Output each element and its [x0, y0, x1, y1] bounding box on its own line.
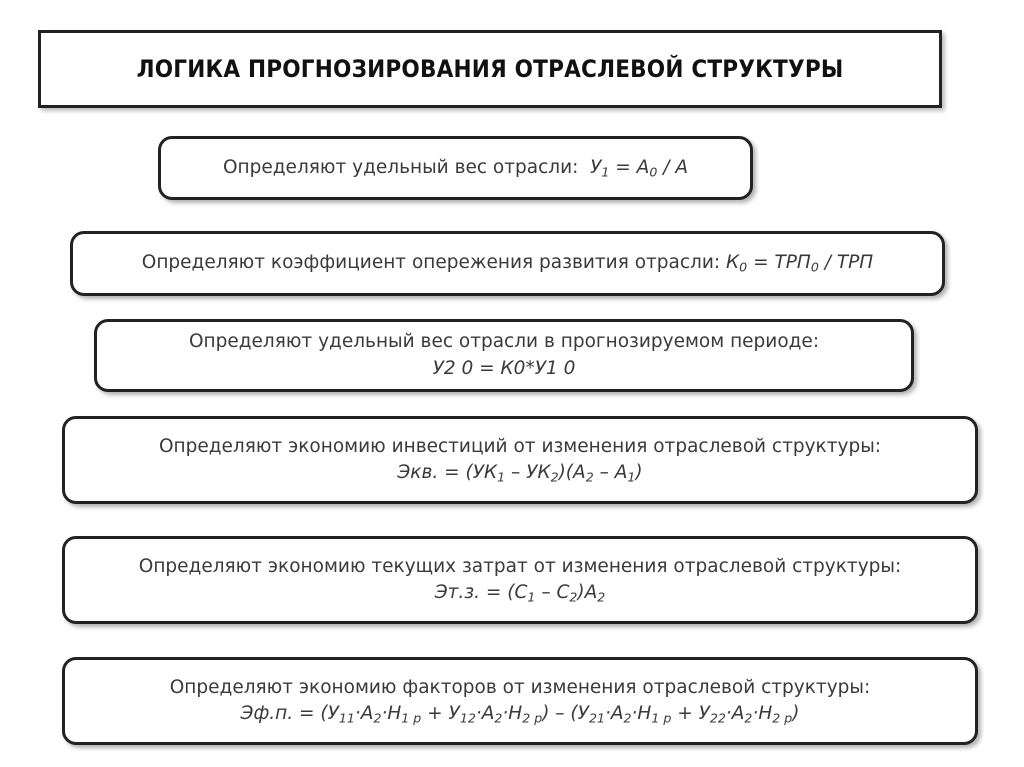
box-text: Определяют удельный вес отрасли: — [222, 156, 579, 178]
box-line — [223, 155, 688, 181]
box-formula: $К_0 = ТРП_0$ / ТРП — [726, 252, 874, 275]
box-text: Определяют экономию текущих затрат от изменения отраслевой структуры: — [138, 555, 902, 577]
box-formula: Эф.п. = $(У_{11}\cdot А_2\cdot Н_{1 р} + У_{12}\cdot А_2\cdot Н_{2 р}) - (У_{21}\cdot А_2\cdot Н_{1 р} + У_{22}\cdot А_2\cdot Н_{2 р})$ — [240, 703, 800, 726]
box-formula: Экв. = $(УК_1 - УК_2)(А_2 - А_1)$ — [397, 462, 643, 485]
box-text: Определяют удельный вес отрасли в прогнозируемом периоде: — [188, 331, 820, 353]
box-formula: Эт.з. = $(С_1 - С_2)А_2$ — [434, 582, 606, 605]
box-formula: У2 0 = К0*У1 0 — [432, 357, 576, 379]
box-share-of-industry — [158, 136, 753, 200]
box-current-cost-savings — [62, 536, 978, 624]
box-factor-savings — [62, 657, 978, 745]
box-line — [142, 250, 873, 276]
box-text: Определяют коэффициент опережения развития отрасли: — [141, 252, 721, 274]
box-investment-savings — [62, 416, 978, 504]
title-box — [38, 30, 942, 108]
page-title: ЛОГИКА ПРОГНОЗИРОВАНИЯ ОТРАСЛЕВОЙ СТРУКТУРЫ — [136, 55, 844, 83]
box-text: Определяют экономию факторов от изменения отраслевой структуры: — [169, 676, 871, 698]
box-advance-coefficient — [70, 231, 945, 296]
box-text: Определяют экономию инвестиций от изменения отраслевой структуры: — [158, 435, 882, 457]
box-forecast-share — [94, 319, 914, 392]
box-formula: $У_1 = А_0 / А$ — [590, 156, 688, 180]
